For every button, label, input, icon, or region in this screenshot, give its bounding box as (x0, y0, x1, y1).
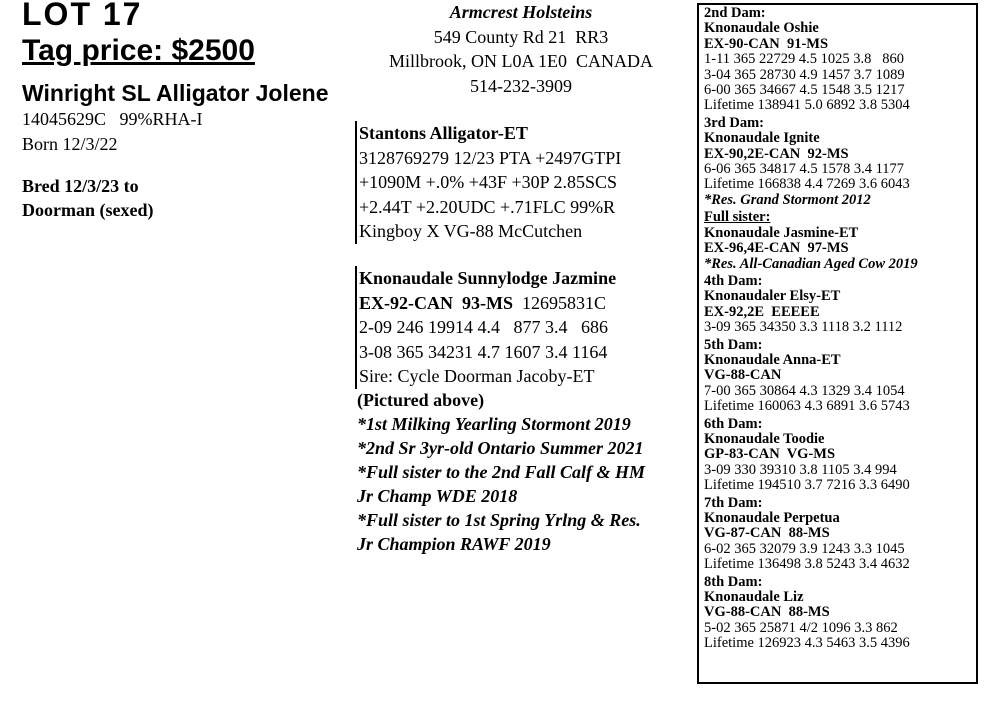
animal-name: Winright SL Alligator Jolene (22, 80, 329, 106)
section-heading: 4th Dam: (704, 272, 763, 289)
seventh-dam-section (704, 496, 976, 573)
ancestor-name: Knonaudale Toodie (704, 430, 825, 447)
sire-pedigree: Kingboy X VG-88 McCutchen (359, 221, 583, 241)
production-record: 7-00 365 30864 4.3 1329 3.4 1054 (704, 382, 905, 399)
third-dam-section (704, 116, 976, 208)
show-note: *Res. All-Canadian Aged Cow 2019 (704, 255, 918, 272)
phone-number: 514-232-3909 (470, 75, 572, 96)
dam-sire: Sire: Cycle Doorman Jacoby-ET (359, 366, 595, 386)
production-record: 6-02 365 32079 3.9 1243 3.3 1045 (704, 540, 905, 557)
dam-note: *2nd Sr 3yr-old Ontario Summer 2021 (357, 438, 644, 458)
birth-date: Born 12/3/22 (22, 134, 118, 154)
dam-note: Jr Champion RAWF 2019 (357, 534, 551, 554)
dam-notes (357, 388, 645, 556)
section-heading: 6th Dam: (704, 415, 763, 432)
production-record: Lifetime 138941 5.0 6892 3.8 5304 (704, 97, 910, 114)
ancestor-classification: EX-90,2E-CAN 92-MS (704, 145, 849, 162)
production-record: 3-04 365 28730 4.9 1457 3.7 1089 (704, 66, 905, 83)
registration-number: 14045629C 99%RHA-I (22, 109, 203, 129)
ancestor-classification: VG-88-CAN (704, 367, 782, 384)
dam-record-2: 3-08 365 34231 4.7 1607 3.4 1164 (359, 341, 608, 362)
sixth-dam-section (704, 417, 976, 494)
ancestor-name: Knonaudale Ignite (704, 130, 820, 147)
dam-note: *Full sister to 1st Spring Yrlng & Res. (357, 510, 641, 530)
ancestor-name: Knonaudale Oshie (704, 20, 819, 37)
dam-note: *Full sister to the 2nd Fall Calf & HM (357, 462, 646, 482)
ancestor-classification: EX-90-CAN 91-MS (704, 35, 829, 52)
ancestor-name: Knonaudale Perpetua (704, 510, 840, 526)
production-record: 6-00 365 34667 4.5 1548 3.5 1217 (704, 82, 905, 99)
pedigree-box (697, 3, 978, 684)
sire-genomics-line3: +2.44T +2.20UDC +.71FLC 99%R (359, 196, 616, 217)
section-heading: 5th Dam: (704, 336, 763, 353)
production-record: 5-02 365 25871 4/2 1096 3.3 862 (704, 619, 898, 636)
sire-name: Stantons Alligator-ET (359, 123, 528, 143)
ancestor-classification: EX-92,2E EEEEE (704, 303, 820, 320)
address-line2: Millbrook, ON L0A 1E0 CANADA (389, 51, 653, 71)
production-record: 6-06 365 34817 4.5 1578 3.4 1177 (704, 161, 905, 178)
ancestor-classification: GP-83-CAN VG-MS (704, 446, 836, 463)
lot-number: LOT 17 (22, 0, 143, 32)
dam-note: Jr Champ WDE 2018 (357, 486, 518, 506)
section-heading: 8th Dam: (704, 573, 763, 590)
ancestor-classification: VG-87-CAN 88-MS (704, 525, 830, 542)
dam-registration: 12695831C (512, 292, 606, 313)
bred-date: Bred 12/3/23 to (22, 176, 139, 196)
dam-record-1: 2-09 246 19914 4.4 877 3.4 686 (359, 317, 608, 337)
ancestor-name: Knonaudaler Elsy-ET (704, 288, 841, 305)
production-record: Lifetime 194510 3.7 7216 3.3 6490 (704, 477, 910, 494)
fourth-dam-section (704, 274, 976, 336)
ancestor-classification: EX-96,4E-CAN 97-MS (704, 240, 849, 257)
section-heading: 2nd Dam: (704, 5, 766, 21)
production-record: 1-11 365 22729 4.5 1025 3.8 860 (704, 51, 905, 68)
production-record: Lifetime 166838 4.4 7269 3.6 6043 (704, 176, 910, 193)
production-record: 3-09 330 39310 3.8 1105 3.4 994 (704, 461, 897, 478)
dam-classification: EX-92-CAN 93-MS (359, 292, 513, 313)
pictured-note: (Pictured above) (357, 390, 485, 410)
sire-genomics-line1: 3128769279 12/23 PTA +2497GTPI (359, 147, 622, 168)
production-record: Lifetime 126923 4.3 5463 3.5 4396 (704, 635, 910, 652)
bred-sire: Doorman (sexed) (22, 200, 154, 220)
dam-class-line (359, 291, 616, 316)
dam-block (355, 266, 616, 389)
section-heading: Full sister: (704, 209, 771, 226)
ancestor-name: Knonaudale Liz (704, 589, 804, 606)
ancestor-classification: VG-88-CAN 88-MS (704, 604, 830, 621)
fifth-dam-section (704, 338, 976, 415)
sire-genomics-line2: +1090M +.0% +43F +30P 2.85SCS (359, 172, 617, 192)
dam-note: *1st Milking Yearling Stormont 2019 (357, 414, 631, 434)
show-note: *Res. Grand Stormont 2012 (704, 191, 871, 208)
consignor-header (356, 0, 686, 98)
section-heading: 3rd Dam: (704, 114, 765, 131)
dam-name: Knonaudale Sunnylodge Jazmine (359, 268, 617, 288)
address-line1: 549 County Rd 21 RR3 (433, 26, 609, 47)
ancestor-name: Knonaudale Anna-ET (704, 351, 841, 368)
production-record: Lifetime 160063 4.3 6891 3.6 5743 (704, 398, 910, 415)
production-record: Lifetime 136498 3.8 5243 3.4 4632 (704, 556, 910, 573)
full-sister-section (704, 210, 976, 272)
farm-name: Armcrest Holsteins (449, 2, 593, 22)
ancestor-name: Knonaudale Jasmine-ET (704, 224, 859, 241)
sire-block (355, 121, 621, 244)
second-dam-section (704, 6, 976, 114)
section-heading: 7th Dam: (704, 494, 763, 511)
eighth-dam-section (704, 575, 976, 652)
production-record: 3-09 365 34350 3.3 1118 3.2 1112 (704, 319, 903, 336)
tag-price: Tag price: $2500 (22, 34, 255, 67)
